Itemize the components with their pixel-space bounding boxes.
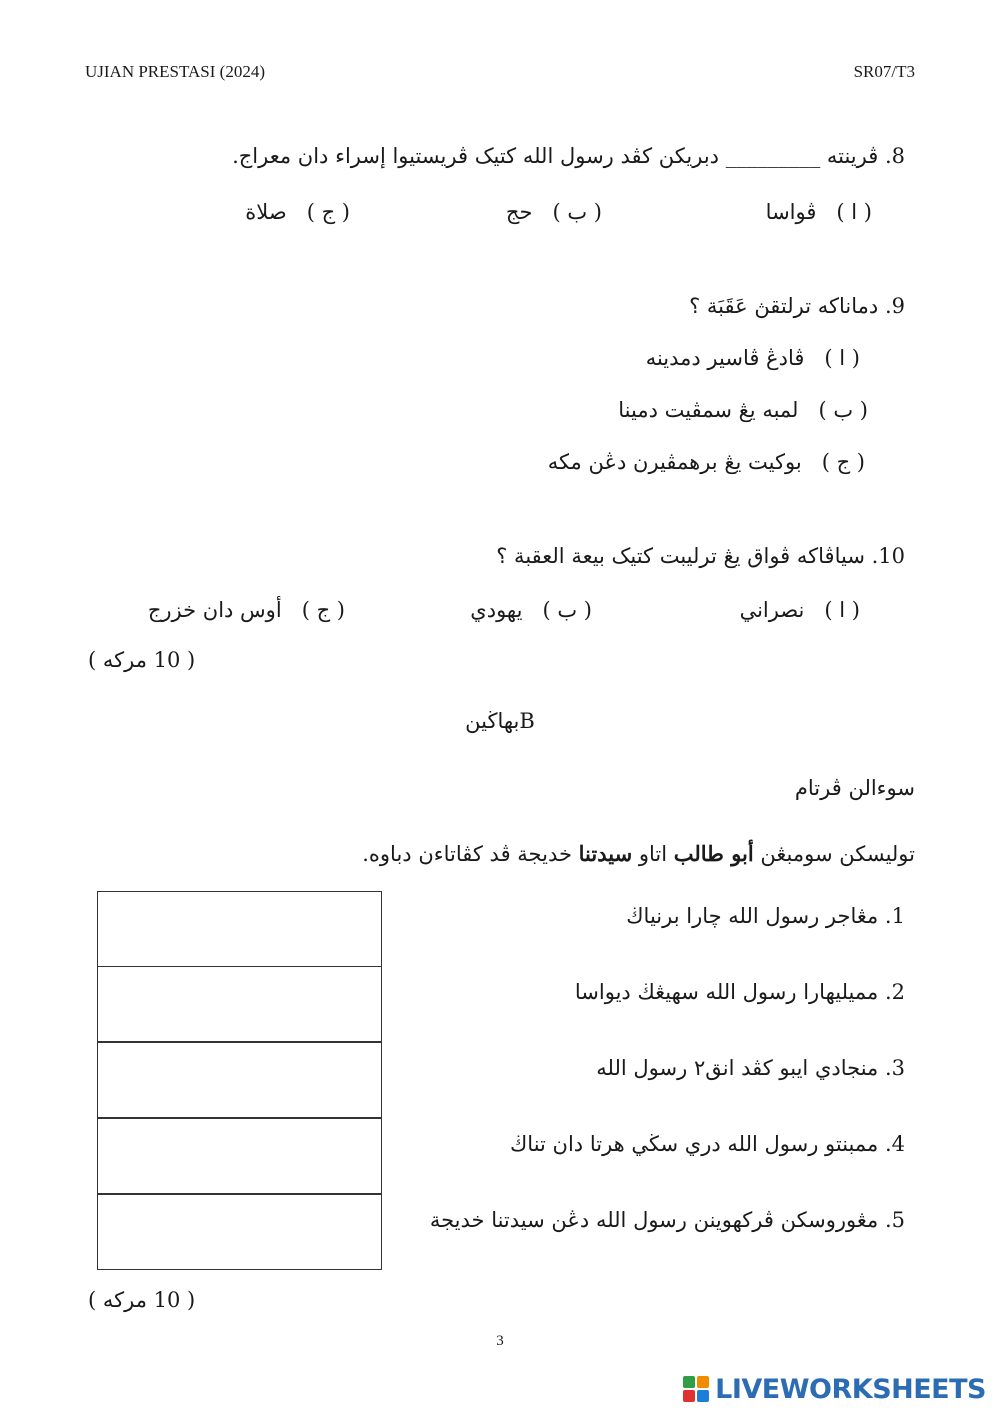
instruction-post: خديجة ڤد كڤاتاءن دباوه. (362, 842, 579, 866)
statement-3: 3. منجادي ايبو كڤد انق٢ رسول الله (596, 1056, 905, 1080)
answer-box-5[interactable] (97, 1194, 382, 1270)
statement-4: 4. ممبنتو رسول الله دري سڬي هرتا دان تناڬ (509, 1132, 905, 1156)
q10-option-c (148, 598, 345, 622)
marks-section-b: ( 10 مركه ) (88, 1288, 196, 1312)
instruction-mid: اتاو (632, 842, 674, 866)
question-9: 9. دماناكه ترلتقڽ عَقَبَة ؟ (689, 294, 905, 318)
q8-option-c (245, 200, 350, 224)
option-letter: ( ب ) (552, 200, 602, 224)
option-letter: ( ج ) (301, 598, 345, 622)
option-text: صلاة (245, 200, 287, 224)
q8-option-a (766, 200, 872, 224)
liveworksheets-logo-text: LIVEWORKSHEETS (715, 1373, 986, 1405)
option-letter: ( ب ) (818, 398, 868, 422)
answer-box-3[interactable] (97, 1042, 382, 1118)
q10-option-b (470, 598, 592, 622)
option-text: أوس دان خزرج (147, 598, 282, 622)
liveworksheets-logo (683, 1372, 986, 1406)
q9-option-c (548, 450, 865, 474)
liveworksheets-logo-icon (683, 1376, 709, 1402)
statement-5: 5. مڠوروسكن ڤركهوينن رسول الله دڠن سيدتنا خديجة (429, 1208, 905, 1232)
q9-option-b (618, 398, 868, 422)
q10-option-a (740, 598, 860, 622)
header-left: UJIAN PRESTASI (2024) (85, 62, 265, 81)
marks-section-a: ( 10 مركه ) (88, 648, 196, 672)
q9-option-a (646, 346, 860, 370)
section-b-title: بهاڬينB (465, 709, 535, 733)
instruction (362, 843, 915, 865)
question-8: 8. ڤرينته _________ دبريكن كڤد رسول الله كتيک ڤريستيوا إسراء دان معراج. (232, 144, 905, 168)
option-text: ڤادڠ ڤاسير دمدينه (645, 346, 805, 370)
page-number: 3 (496, 1333, 504, 1349)
instruction-bold-sayyidatina: سيدتنا (578, 841, 633, 866)
option-text: لمبه يڠ سمڤيت دمينا (618, 398, 799, 422)
header-right: SR07/T3 (853, 62, 915, 81)
statement-2: 2. مميليهارا رسول الله سهيڠڬ ديواسا (574, 980, 905, 1004)
option-text: ڤواسا (765, 200, 817, 224)
instruction-bold-abu-talib: أبو طالب (673, 841, 754, 866)
question-1-label: سوءالن ڤرتام (794, 776, 915, 800)
option-letter: ( ج ) (821, 450, 865, 474)
option-text: بوكيت يڠ برهمڤيرن دڠن مكه (547, 450, 802, 474)
answer-box-1[interactable] (97, 891, 382, 967)
option-text: يهودي (470, 598, 523, 622)
option-text: نصراني (739, 598, 805, 622)
answer-box-2[interactable] (97, 966, 382, 1042)
question-10: 10. سياڤاكه ڤواق يڠ ترليبت كتيک بيعة العقبة ؟ (496, 544, 905, 568)
option-letter: ( ا ) (836, 200, 872, 224)
instruction-pre: توليسكن سومبڠن (753, 842, 915, 866)
statement-1: 1. مڠاجر رسول الله چارا برنياڬ (626, 904, 905, 928)
option-letter: ( ا ) (824, 346, 860, 370)
option-letter: ( ب ) (542, 598, 592, 622)
q8-option-b (506, 200, 602, 224)
option-letter: ( ج ) (306, 200, 350, 224)
option-text: حج (505, 200, 533, 224)
answer-box-4[interactable] (97, 1118, 382, 1194)
option-letter: ( ا ) (824, 598, 860, 622)
